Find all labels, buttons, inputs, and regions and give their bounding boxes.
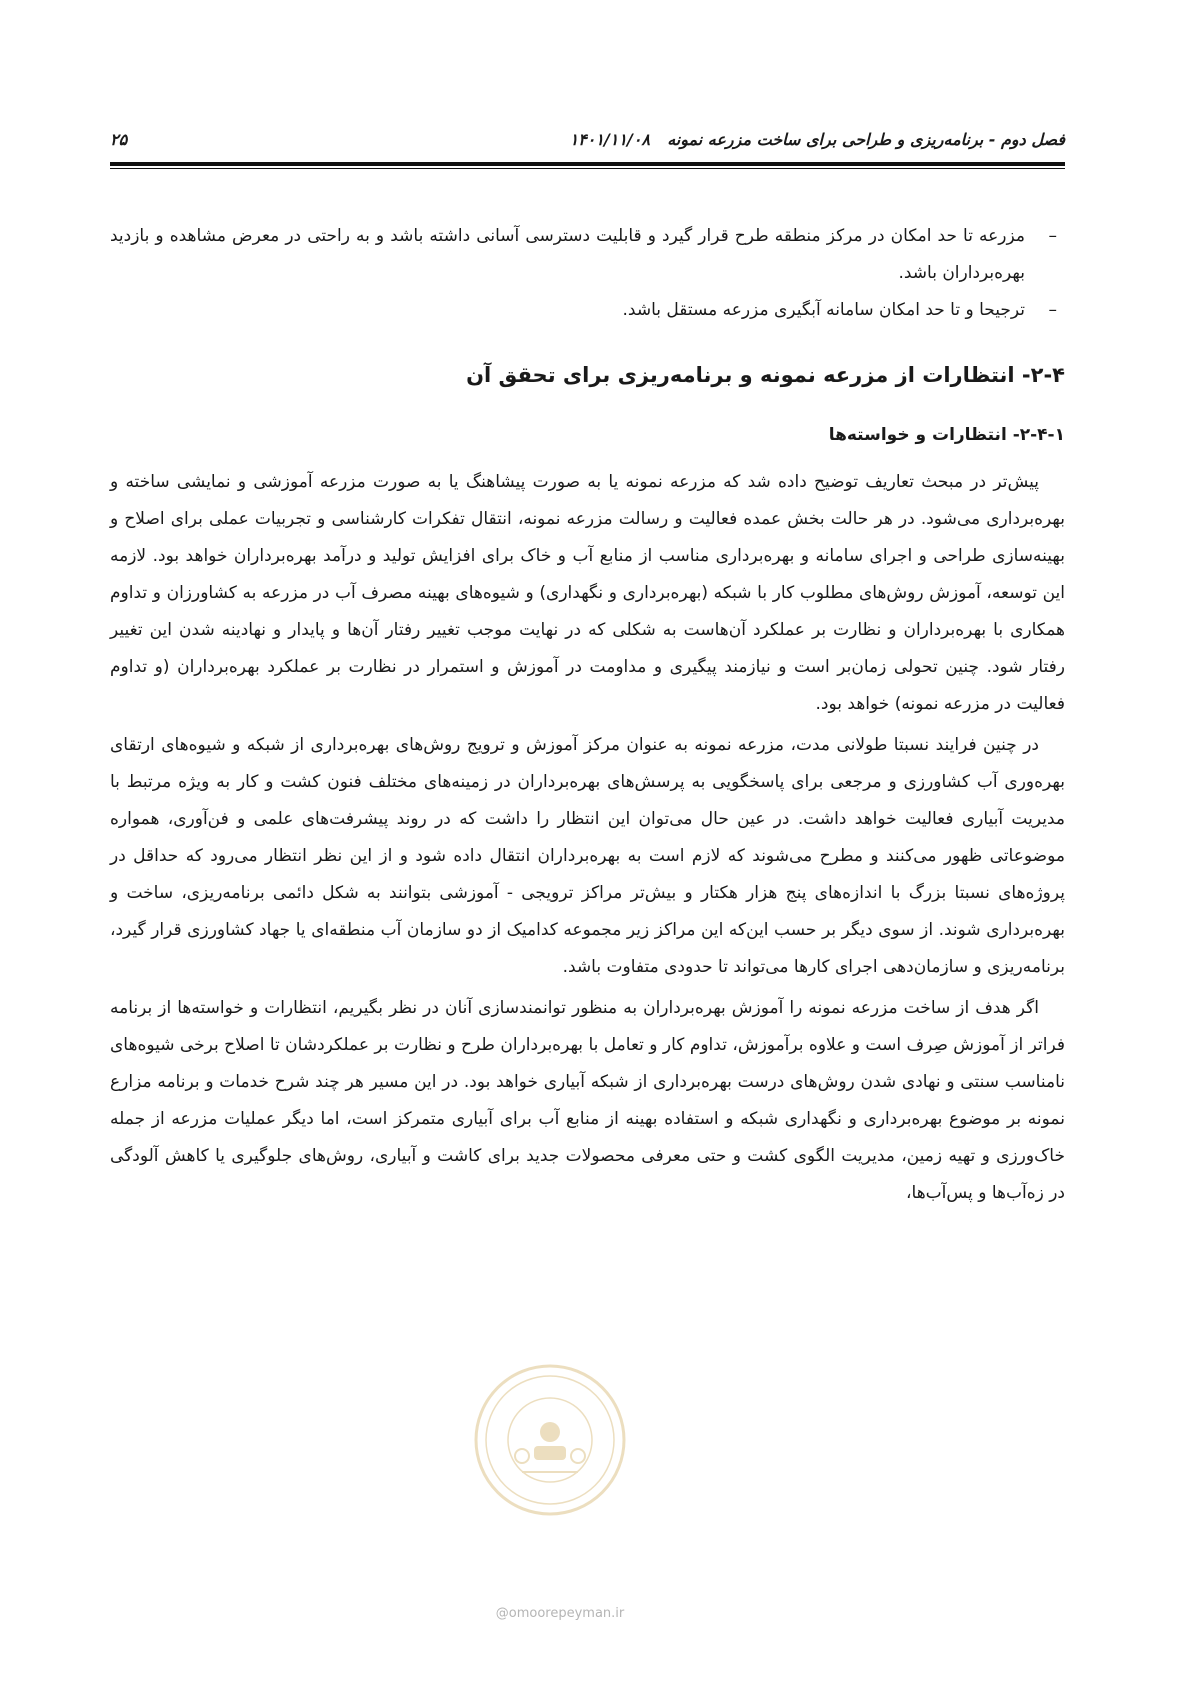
bullet-text: ترجیحا و تا حد امکان سامانه آبگیری مزرعه مستقل باشد. bbox=[622, 300, 1025, 320]
running-header bbox=[110, 130, 1065, 160]
paragraph: در چنین فرایند نسبتا طولانی مدت، مزرعه نمونه به عنوان مرکز آموزش و ترویج روش‌های بهره‌برداری از شبکه و شیوه‌های ارتقای بهره‌وری آب کشاورزی و مرجعی برای پاسخگویی به پرسش‌های بهره‌برداران در زمینه‌های مختلف فنون کشت و کار به ویژه مرتبط با مدیریت آبیاری فعالیت خواهد داشت. در عین حال می‌توان این انتظار را داشت که در روند پیشرفت‌های علمی و فن‌آوری، همواره موضوعاتی ظهور می‌کنند و مطرح می‌شوند که لازم است به بهره‌برداران انتقال داده شود و از این نظر انتظار می‌رود که حداقل در پروژه‌های نسبتا بزرگ با اندازه‌های پنج هزار هکتار و بیش‌تر مراکز ترویجی - آموزشی بتوانند به شکل دائمی برنامه‌ریزی، ساخت و بهره‌برداری شوند. از سوی دیگر بر حسب این‌که این مراکز زیر مجموعه کدامیک از دو سازمان آب منطقه‌ای یا جهاد کشاورزی قرار گیرد، برنامه‌ریزی و سازمان‌دهی اجرای کارها می‌تواند تا حدودی متفاوت باشد. bbox=[110, 735, 1065, 977]
header-date: ۱۴۰۱/۱۱/۰۸ bbox=[569, 130, 650, 149]
bullet-text: مزرعه تا حد امکان در مرکز منطقه طرح قرار گیرد و قابلیت دسترسی آسانی داشته باشد و به راحتی در معرض مشاهده و بازدید بهره‌برداران باشد. bbox=[110, 226, 1025, 283]
bullet-dash: – bbox=[1048, 226, 1057, 246]
watermark-seal-icon bbox=[470, 1360, 630, 1520]
paragraph: اگر هدف از ساخت مزرعه نمونه را آموزش بهره‌برداران به منظور توانمندسازی آنان در نظر بگیریم، انتظارات و خواسته‌ها از برنامه فراتر از آموزش صِرف است و علاوه برآموزش، تداوم کار و تعامل با بهره‌برداران طرح و نظارت بر عملکردشان تا اصلاح برخی شیوه‌های نامناسب سنتی و نهادی شدن روش‌های درست بهره‌برداری از شبکه آبیاری خواهد بود. در این مسیر هر چند شرح خدمات و برنامه مزارع نمونه بر موضوع بهره‌برداری و نگهداری شبکه و استفاده بهینه از منابع آب برای آبیاری متمرکز است، اما دیگر عملیات مزرعه از جمله خاک‌ورزی و تهیه زمین، مدیریت الگوی کشت و حتی معرفی محصولات جدید برای کاشت و آبیاری، روش‌های جلوگیری یا کاهش آلودگی در زه‌آب‌ها و پس‌آب‌ها، bbox=[110, 998, 1065, 1203]
bullet-item bbox=[110, 292, 1065, 329]
chapter-title: فصل دوم - برنامه‌ریزی و طراحی برای ساخت مزرعه نمونه bbox=[667, 130, 1065, 149]
section-heading: ۲-۴- انتظارات از مزرعه نمونه و برنامه‌ریزی برای تحقق آن bbox=[466, 363, 1065, 387]
bullet-dash: – bbox=[1048, 300, 1057, 320]
header-rule-thick bbox=[110, 162, 1065, 166]
subsection-heading: ۲-۴-۱- انتظارات و خواسته‌ها bbox=[828, 425, 1065, 445]
page-number: ۲۵ bbox=[110, 130, 128, 149]
header-rule-thin bbox=[110, 168, 1065, 169]
watermark-url: @omoorepeyman.ir bbox=[495, 1606, 625, 1621]
body-content bbox=[110, 218, 1065, 1216]
paragraph: پیش‌تر در مبحث تعاریف توضیح داده شد که مزرعه نمونه یا به صورت پیشاهنگ یا به صورت مزرعه آموزشی و نمایشی ساخته و بهره‌برداری می‌شود. در هر حالت بخش عمده فعالیت و رسالت مزرعه نمونه، انتقال تفکرات کارشناسی و تجربیات عملی برای اصلاح و بهینه‌سازی طراحی و اجرای سامانه و بهره‌برداری مناسب از منابع آب و خاک برای افزایش تولید و درآمد بهره‌برداران خواهد بود. لازمه این توسعه، آموزش روش‌های مطلوب کار با شبکه (بهره‌برداری و نگهداری) و شیوه‌های بهینه مصرف آب در مزرعه به کشاورزان و تداوم همکاری با بهره‌برداران و نظارت بر عملکرد آن‌هاست به شکلی که در نهایت موجب تغییر رفتار آن‌ها و پایدار و نهادینه شدن این تغییر رفتار شود. چنین تحولی زمان‌بر است و نیازمند پیگیری و مداومت در آموزش و استمرار در نظارت بر عملکرد بهره‌برداران (و تداوم فعالیت در مزرعه نمونه) خواهد بود. bbox=[110, 472, 1065, 714]
bullet-item bbox=[110, 218, 1065, 292]
